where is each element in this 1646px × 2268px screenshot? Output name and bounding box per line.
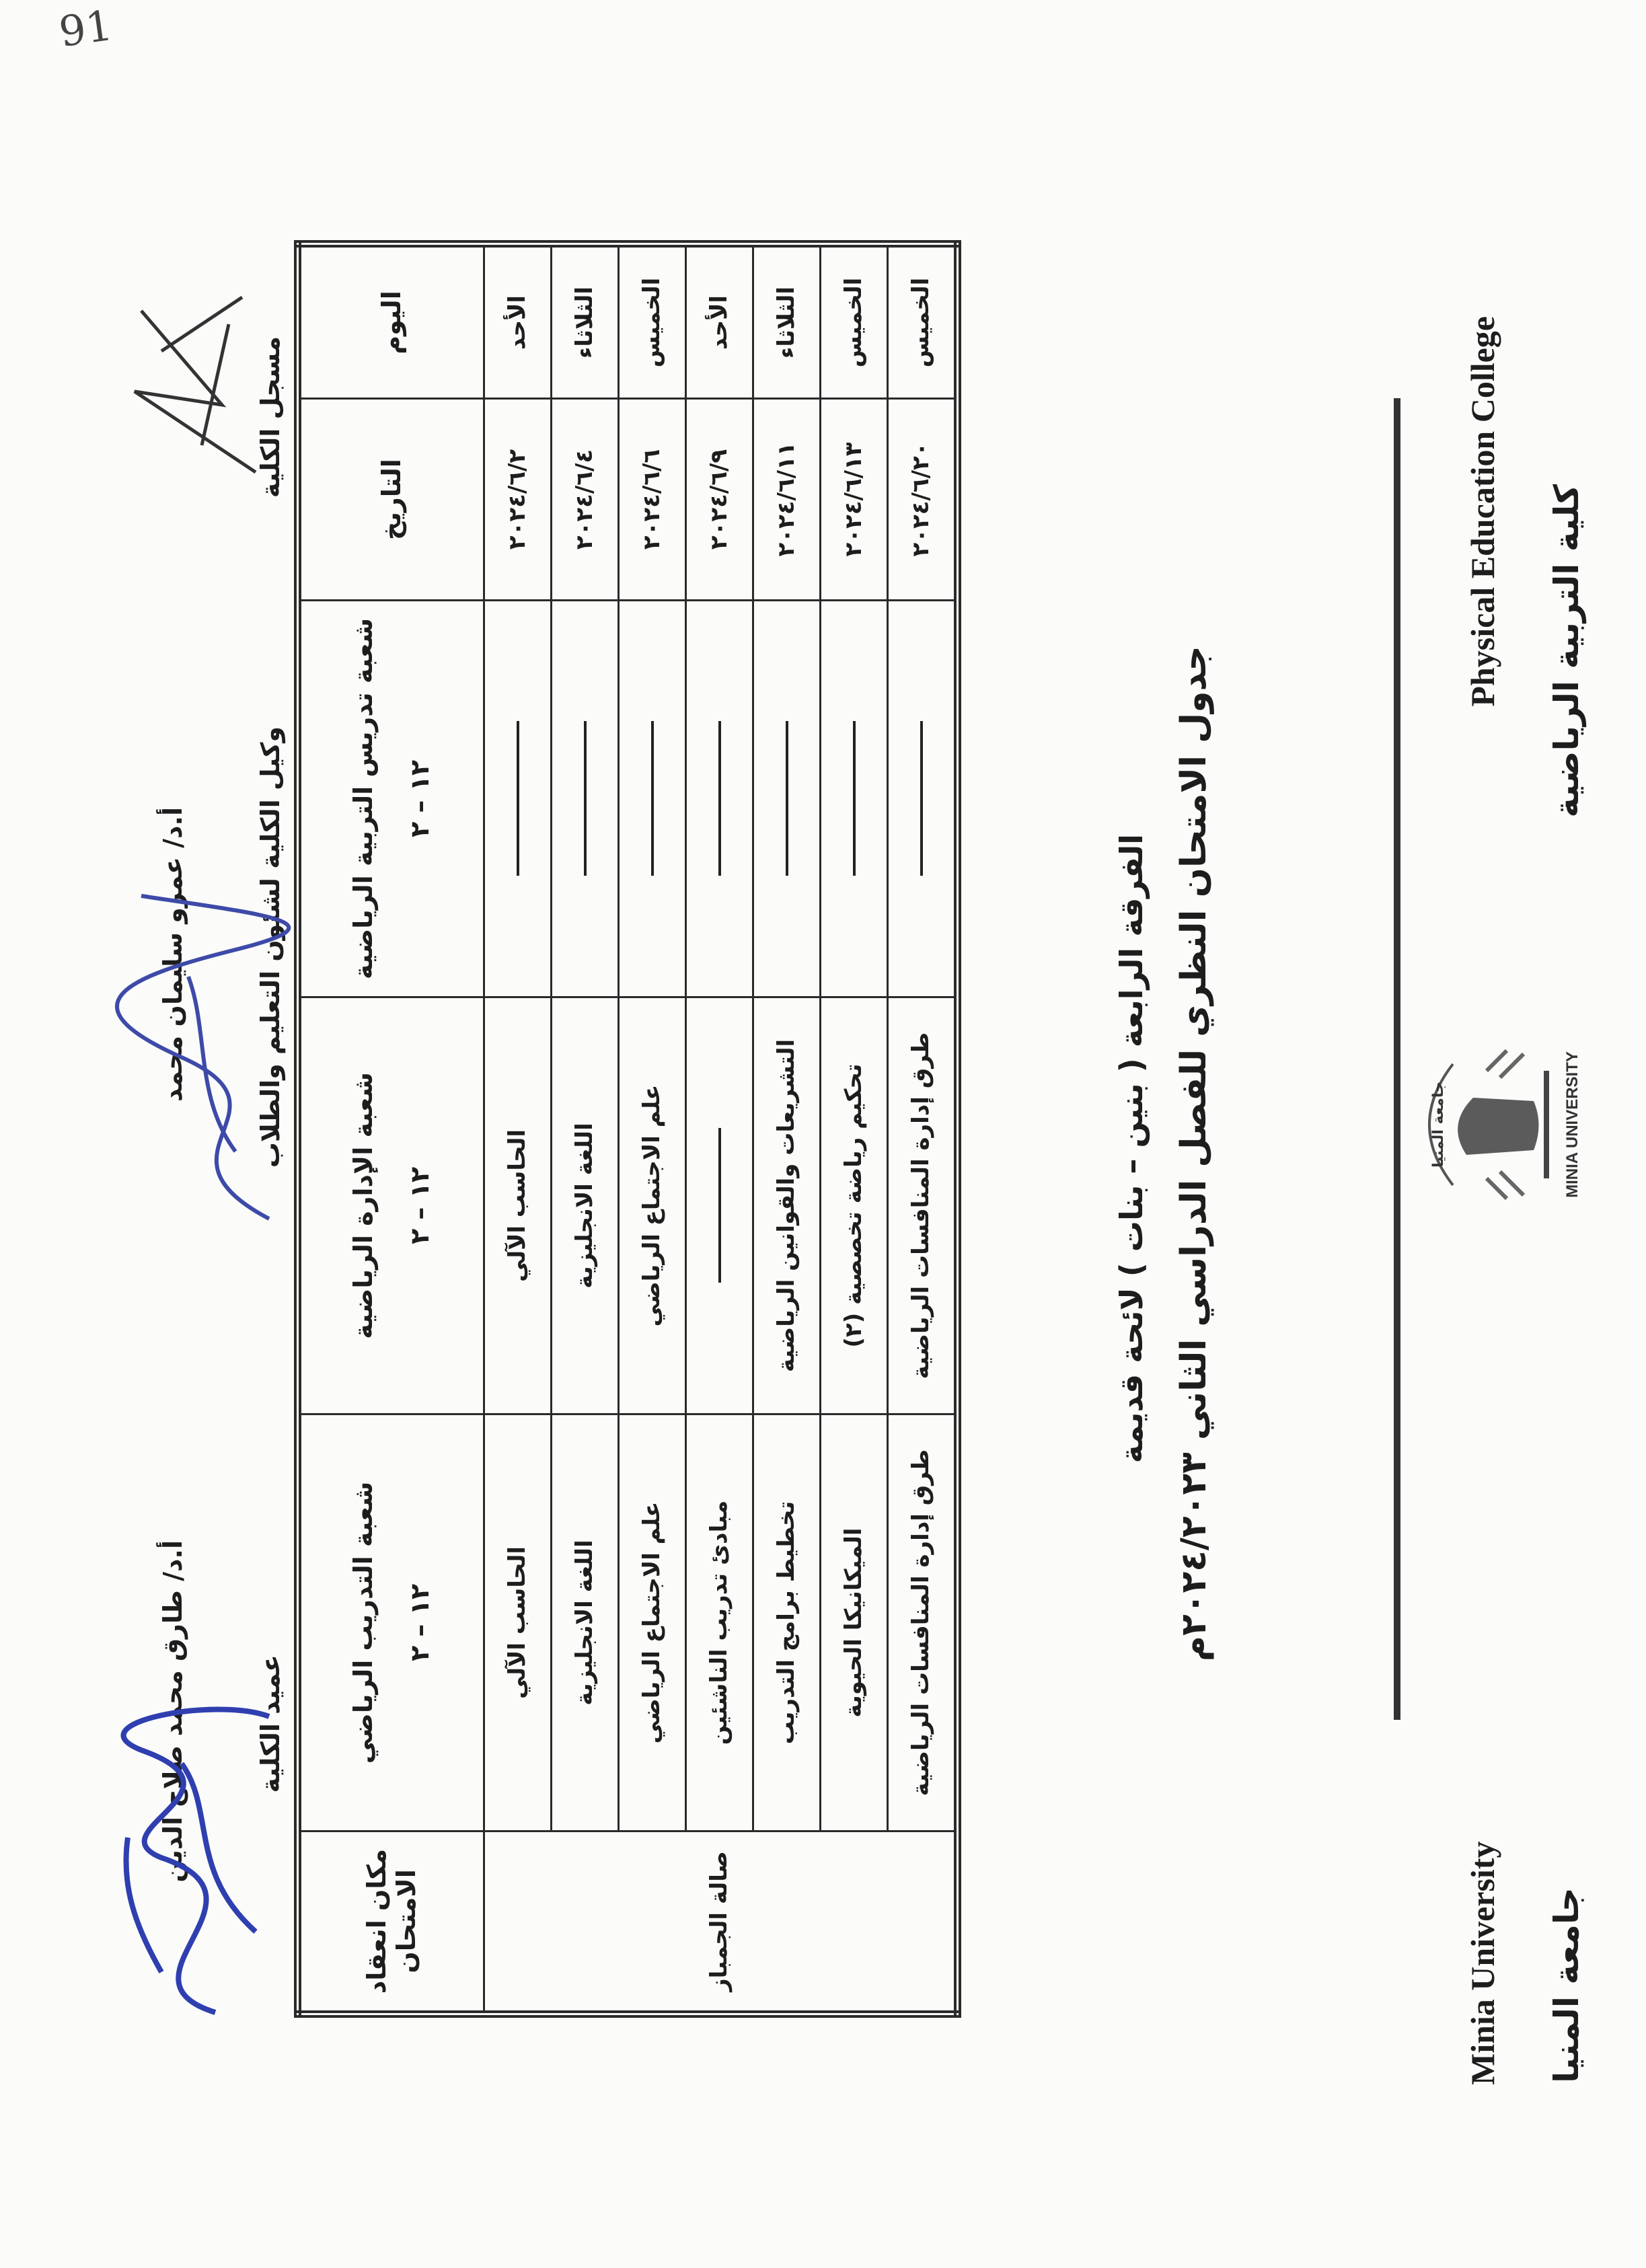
day-cell: الخميس <box>821 244 888 399</box>
header-day: اليوم <box>298 244 484 399</box>
date-cell: ٢٠٢٤/٦/٩ <box>686 399 753 601</box>
management-cell: اللغة الانجليزية <box>552 997 619 1414</box>
table-row <box>484 244 552 2014</box>
college-name-en: Physical Education College <box>1464 316 1501 707</box>
date-cell: ٢٠٢٤/٦/٢ <box>484 399 552 601</box>
training-cell: تخطيط برامج التدريب <box>753 1414 821 1831</box>
management-cell: الحاسب الآلي <box>484 997 552 1414</box>
teaching-cell <box>888 601 958 997</box>
registrar-signature <box>121 284 269 486</box>
teaching-cell <box>619 601 686 997</box>
dean-title: عميد الكلية <box>256 1655 285 1793</box>
logo-bottom-text: MINIA UNIVERSITY <box>1563 1051 1581 1198</box>
vice-dean-name: أ.د/ عمرو سليمان محمد <box>158 807 188 1102</box>
table-row <box>821 244 888 2014</box>
header-training <box>298 1414 484 1831</box>
vice-dean-signature <box>101 882 309 1232</box>
management-cell: علم الاجتماع الرياضي <box>619 997 686 1414</box>
day-cell: الخميس <box>619 244 686 399</box>
dean-name: أ.د/ طارق محمد صلاح الدين <box>158 1540 188 1883</box>
college-name-ar: كلية التربية الرياضية <box>1547 484 1586 818</box>
page-subtitle: الفرقة الرابعة ( بنين – بنات ) لائحة قديمة <box>1113 834 1150 1464</box>
date-cell: ٢٠٢٤/٦/١٣ <box>821 399 888 601</box>
training-cell: طرق إدارة المنافسات الرياضية <box>888 1414 958 1831</box>
management-cell: تحكيم رياضة تخصصية (٢) <box>821 997 888 1414</box>
day-cell: الأحد <box>686 244 753 399</box>
header-teaching <box>298 601 484 997</box>
header-management-time: ١٢ – ٢ <box>405 1166 435 1245</box>
header-date: التاريخ <box>298 399 484 601</box>
header-management <box>298 997 484 1414</box>
training-cell: الحاسب الآلي <box>484 1414 552 1831</box>
header-rule <box>1394 398 1400 1720</box>
date-cell: ٢٠٢٤/٦/٢٠ <box>888 399 958 601</box>
day-cell: الأحد <box>484 244 552 399</box>
day-cell: الخميس <box>888 244 958 399</box>
teaching-cell <box>821 601 888 997</box>
page-title: جدول الامتحان النظري للفصل الدراسي الثاني ٢٠٢٤/٢٠٢٣م <box>1174 646 1214 1662</box>
date-cell: ٢٠٢٤/٦/٤ <box>552 399 619 601</box>
table-row <box>552 244 619 2014</box>
page-number: 91 <box>56 0 116 57</box>
teaching-cell <box>753 601 821 997</box>
table-row <box>686 244 753 2014</box>
training-cell: علم الاجتماع الرياضي <box>619 1414 686 1831</box>
place-cell: صالة الجمباز <box>484 1831 958 2014</box>
teaching-cell <box>484 601 552 997</box>
header-management-label: شعبة الإدارة الرياضية <box>348 1072 379 1339</box>
university-name-en: Minia University <box>1464 1841 1501 2085</box>
table-row <box>619 244 686 2014</box>
header-teaching-label: شعبة تدريس التربية الرياضية <box>348 617 379 980</box>
management-cell <box>686 997 753 1414</box>
dean-signature <box>81 1683 303 2033</box>
header-teaching-time: ١٢ – ٢ <box>405 759 435 838</box>
training-cell: مبادئ تدريب الناشئين <box>686 1414 753 1831</box>
teaching-cell <box>552 601 619 997</box>
management-cell: التشريعات والقوانين الرياضية <box>753 997 821 1414</box>
table-row <box>753 244 821 2014</box>
management-cell: طرق إدارة المنافسات الرياضية <box>888 997 958 1414</box>
day-cell: الثلاثاء <box>753 244 821 399</box>
date-cell: ٢٠٢٤/٦/١١ <box>753 399 821 601</box>
table-row <box>888 244 958 2014</box>
training-cell: الميكانيكا الحيوية <box>821 1414 888 1831</box>
logo-top-text: جامعة المنيا <box>1430 1082 1447 1168</box>
table-header-row <box>298 244 484 2014</box>
header-place: مكان انعقاد الامتحان <box>298 1831 484 2014</box>
university-logo <box>1406 1024 1594 1225</box>
teaching-cell <box>686 601 753 997</box>
date-cell: ٢٠٢٤/٦/٦ <box>619 399 686 601</box>
day-cell: الثلاثاء <box>552 244 619 399</box>
training-cell: اللغة الانجليزية <box>552 1414 619 1831</box>
vice-dean-title: وكيل الكلية لشئون التعليم والطلاب <box>256 726 285 1168</box>
header-training-label: شعبة التدريب الرياضي <box>348 1481 379 1764</box>
university-name-ar: جامعة المنيا <box>1547 1887 1586 2083</box>
registrar-title: مسجل الكلية <box>256 336 285 498</box>
header-training-time: ١٢ – ٢ <box>405 1583 435 1662</box>
exam-schedule-table <box>294 240 961 2018</box>
